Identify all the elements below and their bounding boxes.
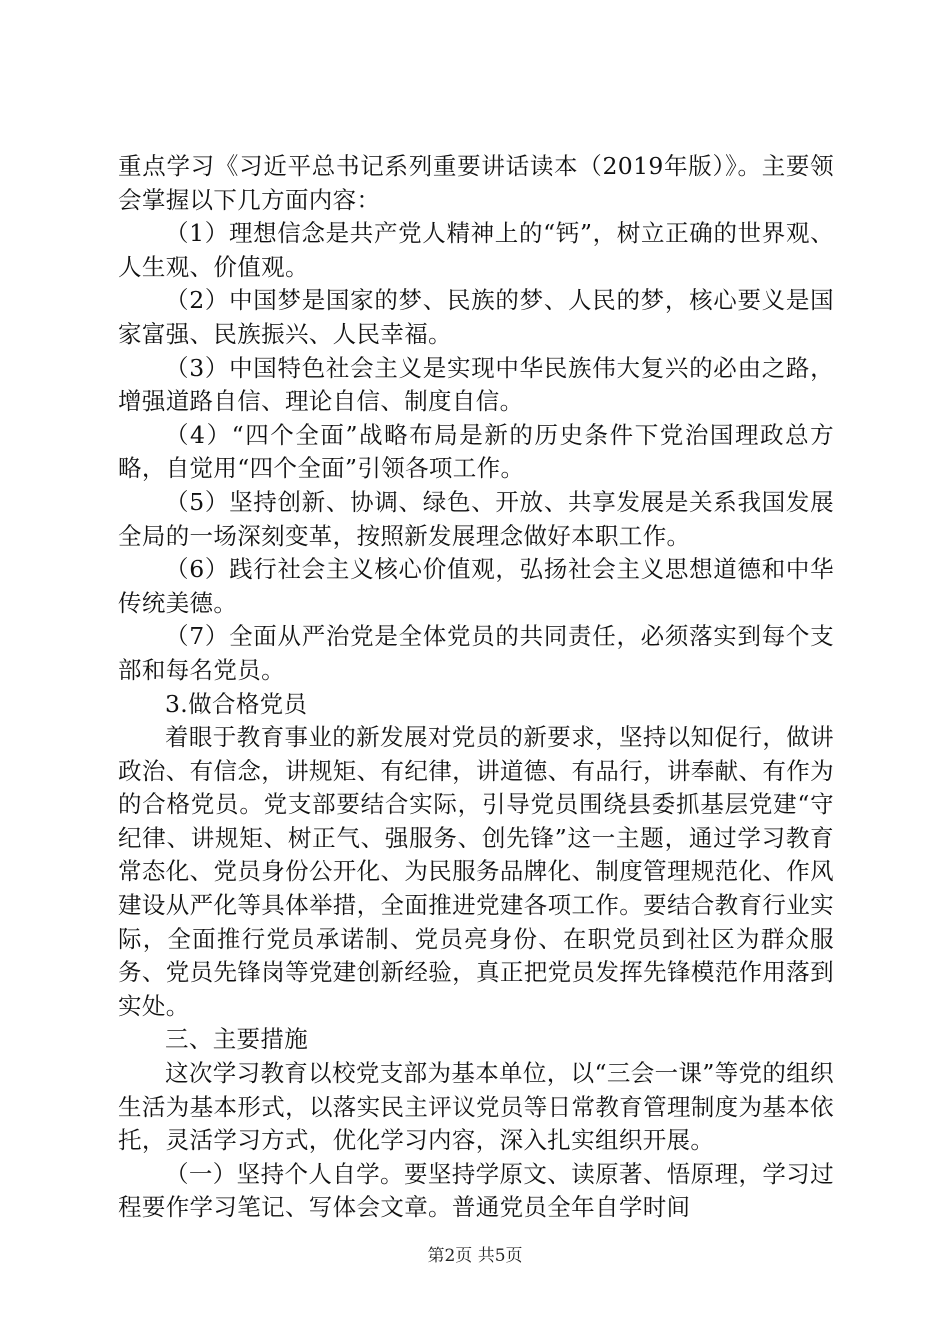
section-heading-qualified-member: 3.做合格党员 [165,689,308,718]
paragraph-item-3: （3）中国特色社会主义是实现中华民族伟大复兴的必由之路，增强道路自信、理论自信、制度自信。 [118,353,834,416]
paragraph-item-4: （4）“四个全面”战略布局是新的历史条件下党治国理政总方略，自觉用“四个全面”引领各项工作。 [118,420,834,483]
section-heading-main-measures: 三、主要措施 [165,1025,309,1054]
paragraph-qualified-member: 着眼于教育事业的新发展对党员的新要求，坚持以知促行，做讲政治、有信念，讲规矩、有纪律，讲道德、有品行，讲奉献、有作为的合格党员。党支部要结合实际，引导党员围绕县委抓基层党建“守纪律、讲规矩、树正气、强服务、创先锋”这一主题，通过学习教育常态化、党员身份公开化、为民服务品牌化、制度管理规范化、作风建设从严化等具体举措，全面推进党建各项工作。要结合教育行业实际，全面推行党员承诺制、党员亮身份、在职党员到社区为群众服务、党员先锋岗等党建创新经验，真正把党员发挥先锋模范作用落到实处。 [118,723,834,1020]
paragraph-main-measures: 这次学习教育以校党支部为基本单位，以“三会一课”等党的组织生活为基本形式，以落实民主评议党员等日常教育管理制度为基本依托，灵活学习方式，优化学习内容，深入扎实组织开展。 [118,1059,834,1155]
document-body [118,150,834,1225]
paragraph-item-1: （1）理想信念是共产党人精神上的“钙”，树立正确的世界观、人生观、价值观。 [118,219,834,281]
paragraph-intro: 重点学习《习近平总书记系列重要讲话读本（2019年版）》。主要领会掌握以下几方面内容： [118,152,834,214]
paragraph-item-2: （2）中国梦是国家的梦、民族的梦、人民的梦，核心要义是国家富强、民族振兴、人民幸福。 [118,286,834,348]
paragraph-item-6: （6）践行社会主义核心价值观，弘扬社会主义思想道德和中华传统美德。 [118,555,834,617]
paragraph-item-5: （5）坚持创新、协调、绿色、开放、共享发展是关系我国发展全局的一场深刻变革，按照新发展理念做好本职工作。 [118,487,834,550]
paragraph-item-7: （7）全面从严治党是全体党员的共同责任，必须落实到每个支部和每名党员。 [118,622,834,684]
paragraph-self-study: （一）坚持个人自学。要坚持学原文、读原著、悟原理，学习过程要作学习笔记、写体会文章。普通党员全年自学时间 [118,1159,834,1222]
page-number-footer: 第2页 共5页 [427,1246,523,1266]
